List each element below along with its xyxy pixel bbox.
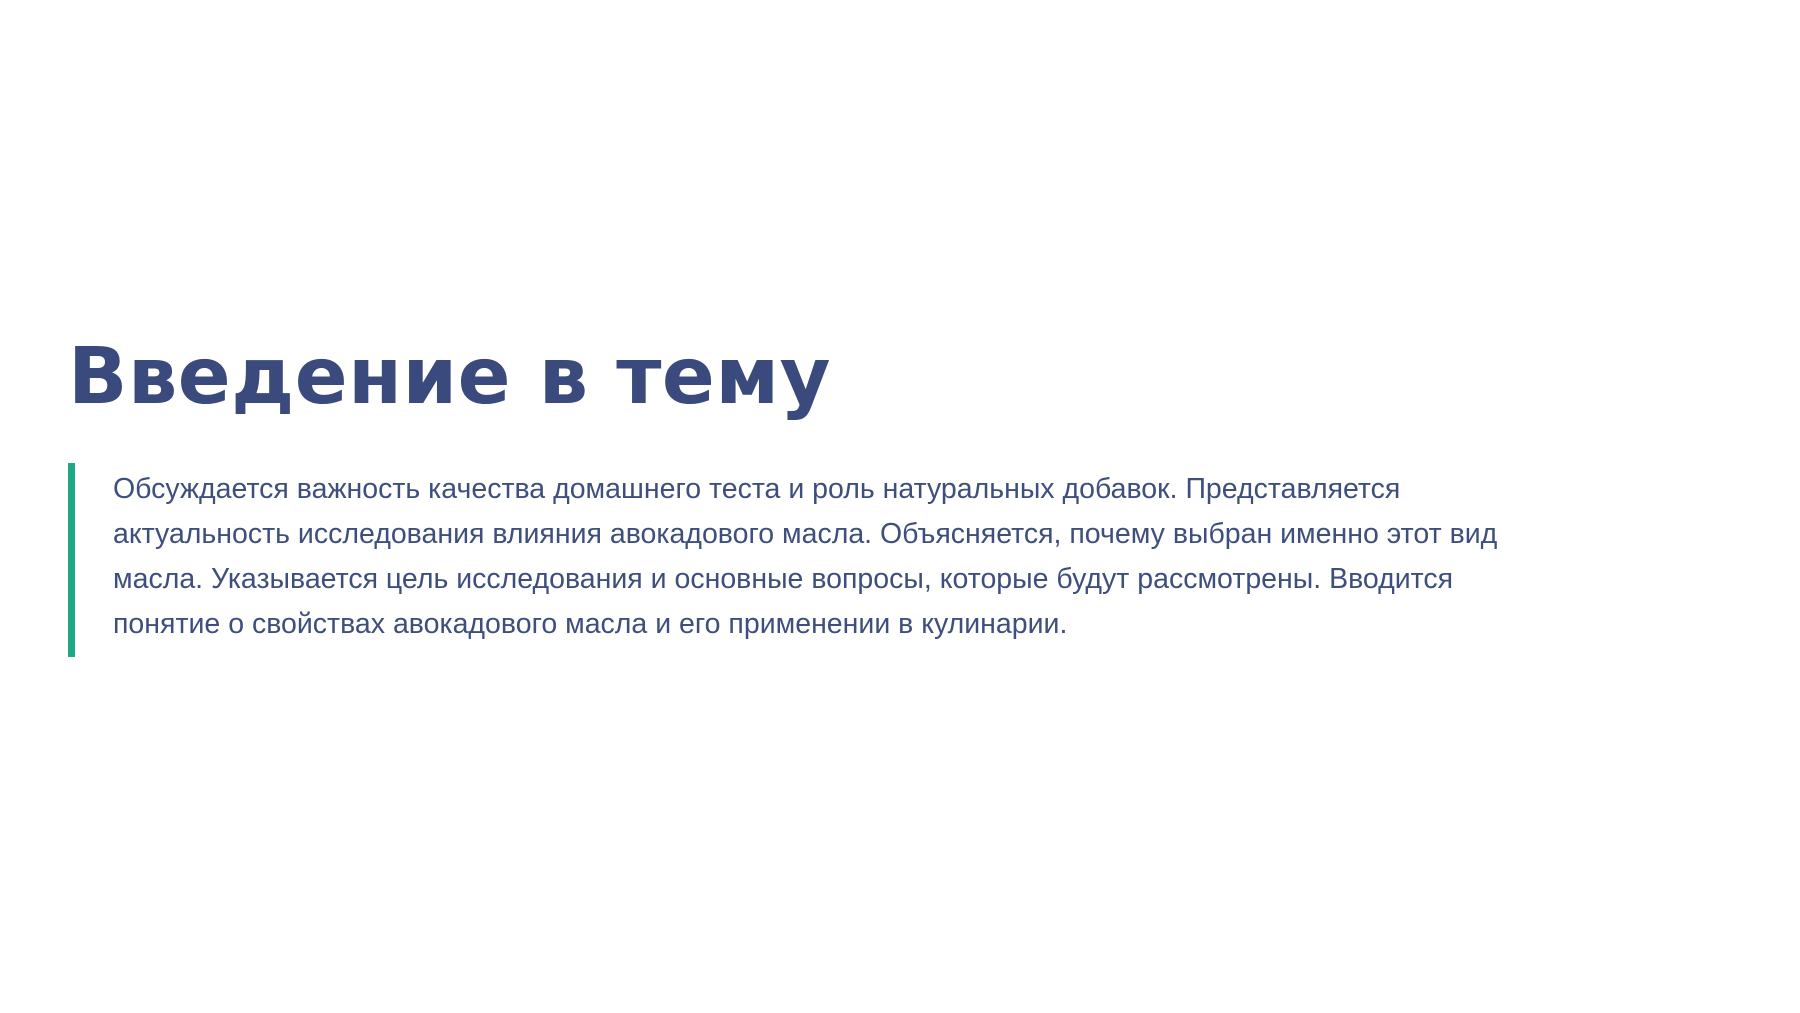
summary-block: [68, 463, 1498, 657]
slide-title: Введение в тему: [68, 332, 831, 422]
summary-text: Обсуждается важность качества домашнего теста и роль натуральных добавок. Представляется актуальность исследования влияния авокадового масла. Объясняется, почему выбран именно этот вид масла. Указывается цель исследования и основные вопросы, которые будут рассмотрены. Вводится понятие о свойствах авокадового масла и его применении в кулинарии.: [113, 473, 1498, 640]
